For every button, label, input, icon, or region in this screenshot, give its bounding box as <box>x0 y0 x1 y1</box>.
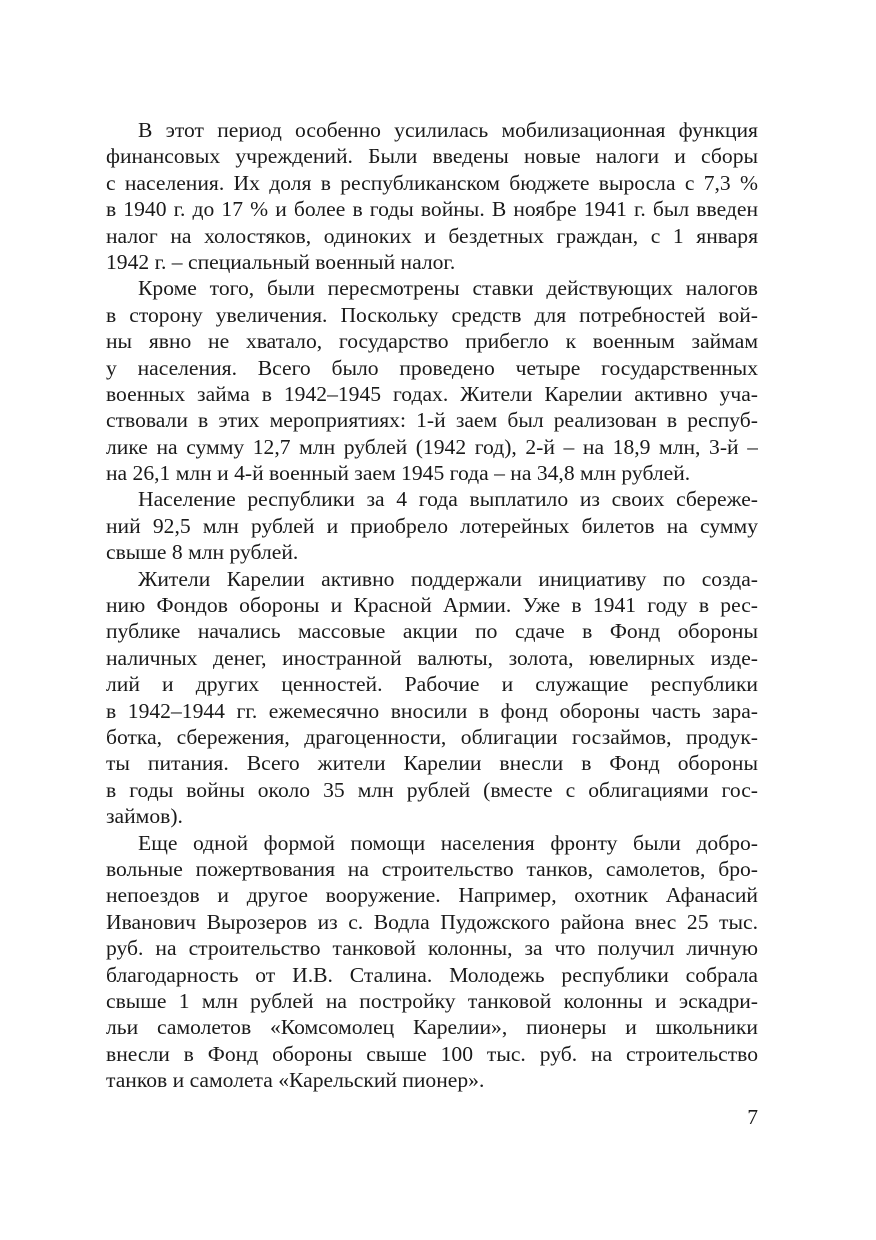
body-text <box>106 117 758 1093</box>
text-line: непоездов и другое вооружение. Например, охотник Афанасий <box>106 883 758 908</box>
text-line: руб. на строительство танковой колонны, за что получил личную <box>106 936 758 961</box>
text-line: внесли в Фонд обороны свыше 100 тыс. руб. на строительство <box>106 1041 758 1066</box>
text-line: в сторону увеличения. Поскольку средств для потребностей вой- <box>106 302 758 327</box>
text-line: В этот период особенно усилилась мобилизационная функция <box>138 118 758 142</box>
text-line: благодарность от И.В. Сталина. Молодежь республики собрала <box>106 962 758 987</box>
page-number: 7 <box>747 1105 758 1129</box>
text-line: в 1940 г. до 17 % и более в годы войны. В ноябре 1941 г. был введен <box>106 197 758 222</box>
text-line: ний 92,5 млн рублей и приобрело лотерейных билетов на сумму <box>106 513 758 538</box>
text-line: льи самолетов «Комсомолец Карелии», пионеры и школьники <box>106 1015 758 1040</box>
text-line: ты питания. Всего жители Карелии внесли в Фонд обороны <box>106 751 758 776</box>
text-line: Население республики за 4 года выплатило из своих сбереже- <box>138 487 758 512</box>
text-line: Жители Карелии активно поддержали инициативу по созда- <box>138 566 758 591</box>
text-line: Иванович Вырозеров из с. Водла Пудожского района внес 25 тыс. <box>106 909 758 934</box>
text-line: у населения. Всего было проведено четыре государственных <box>106 355 758 380</box>
text-line: в годы войны около 35 млн рублей (вместе с облигациями гос- <box>106 777 758 802</box>
text-line: ботка, сбережения, драгоценности, облигации госзаймов, продук- <box>106 724 758 749</box>
text-line: публике начались массовые акции по сдаче в Фонд обороны <box>106 619 758 644</box>
text-line: свыше 1 млн рублей на постройку танковой колонны и эскадри- <box>106 988 758 1013</box>
text-line: лике на сумму 12,7 млн рублей (1942 год), 2-й – на 18,9 млн, 3-й – <box>106 434 758 459</box>
text-line: налог на холостяков, одиноких и бездетных граждан, с 1 января <box>106 223 758 248</box>
text-line: свыше 8 млн рублей. <box>106 540 299 565</box>
text-line: танков и самолета «Карельский пионер». <box>106 1068 485 1093</box>
text-line: 1942 г. – специальный военный налог. <box>106 249 456 274</box>
text-line: на 26,1 млн и 4-й военный заем 1945 года – на 34,8 млн рублей. <box>106 461 691 486</box>
text-line: нию Фондов обороны и Красной Армии. Уже в 1941 году в рес- <box>106 593 758 618</box>
text-line: финансовых учреждений. Были введены новые налоги и сборы <box>106 144 758 169</box>
text-line: Еще одной формой помощи населения фронту были добро- <box>138 830 758 855</box>
text-line: займов). <box>106 804 183 829</box>
text-line: с населения. Их доля в республиканском бюджете выросла с 7,3 % <box>106 170 758 195</box>
text-line: в 1942–1944 гг. ежемесячно вносили в фонд обороны часть зара- <box>106 698 758 723</box>
text-line: наличных денег, иностранной валюты, золота, ювелирных изде- <box>106 645 758 670</box>
text-line: Кроме того, были пересмотрены ставки действующих налогов <box>138 276 758 301</box>
text-line: военных займа в 1942–1945 годах. Жители Карелии активно уча- <box>106 381 758 406</box>
text-line: ствовали в этих мероприятиях: 1-й заем был реализован в респуб- <box>106 408 758 433</box>
text-line: ны явно не хватало, государство прибегло к военным займам <box>106 329 758 354</box>
text-line: лий и других ценностей. Рабочие и служащие республики <box>106 672 758 697</box>
text-line: вольные пожертвования на строительство танков, самолетов, бро- <box>106 856 758 881</box>
